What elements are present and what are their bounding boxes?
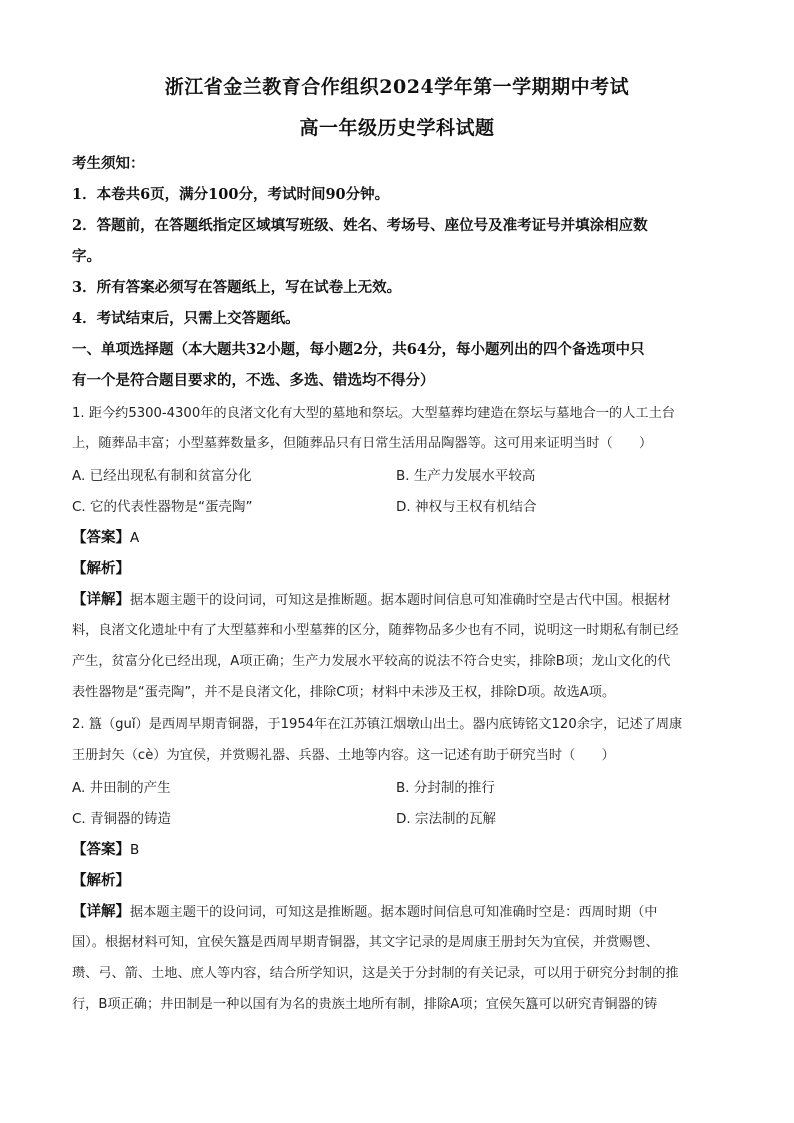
notice-item-4: 4．考试结束后，只需上交答题纸。	[72, 310, 300, 327]
q2-detail-text-1: 据本题主题干的设问词，可知这是推断题。据本题时间信息可知准确时空是：西周时期（中	[130, 905, 658, 920]
q1-stem-line-1: 1. 距今约5300-4300年的良渚文化有大型的墓地和祭坛。大型墓葬均建造在祭坛与墓地合一的人工土台	[72, 406, 675, 421]
q2-option-a: A. 井田制的产生	[72, 780, 171, 796]
q1-answer-value: A	[130, 530, 140, 546]
exam-title: 浙江省金兰教育合作组织2024学年第一学期期中考试	[164, 76, 630, 98]
q1-answer	[72, 526, 722, 547]
notice-item-3: 3．所有答案必须写在答题纸上，写在试卷上无效。	[72, 279, 402, 296]
q2-detail-line-3: 瓒、弓、箭、土地、庶人等内容，结合所学知识，这是关于分封制的有关记录，可以用于研究分封制的推	[72, 966, 679, 981]
section-heading-cont: 有一个是符合题目要求的，不选、多选、错选均不得分）	[72, 372, 435, 389]
q1-detail-line-4: 表性器物是“蛋壳陶”，并不是良渚文化，排除C项；材料中未涉及王权，排除D项。故选A项。	[72, 685, 616, 700]
notice-item-2: 2．答题前，在答题纸指定区域填写班级、姓名、考场号、座位号及准考证号并填涂相应数	[72, 217, 648, 234]
q2-option-d: D. 宗法制的瓦解	[396, 811, 496, 827]
q1-stem-line-2: 上，随葬品丰富；小型墓葬数量多，但随葬品只有日常生活用品陶器等。这可用来证明当时（ ）	[72, 436, 653, 451]
section-heading: 一、单项选择题（本大题共32小题，每小题2分，共64分，每小题列出的四个备选项中只	[72, 341, 645, 358]
q1-option-b: B. 生产力发展水平较高	[396, 468, 536, 484]
notice-item-2-cont: 字。	[72, 248, 101, 265]
notice-item-1: 1．本卷共6页，满分100分，考试时间90分钟。	[72, 186, 390, 203]
q2-analysis	[72, 869, 722, 890]
q2-detail-tag: 【详解】	[72, 903, 130, 920]
q2-stem-line-2: 王册封矢（cè）为宜侯，并赏赐礼器、兵器、土地等内容。这一记述有助于研究当时（ ）	[72, 748, 615, 763]
q2-detail-line-4: 行，B项正确；井田制是一种以国有为名的贵族土地所有制，排除A项；宜侯矢簋可以研究青铜器的铸	[72, 997, 658, 1012]
q1-answer-tag: 【答案】	[72, 529, 130, 546]
notice-heading: 考生须知：	[72, 155, 145, 172]
q1-analysis-tag: 【解析】	[72, 560, 130, 577]
q1-detail-line-2: 料，良渚文化遗址中有了大型墓葬和小型墓葬的区分，随葬物品多少也有不同，说明这一时期私有制已经	[72, 623, 679, 638]
q2-analysis-tag: 【解析】	[72, 872, 130, 889]
q2-answer-value: B	[130, 842, 140, 858]
q1-detail-line-3: 产生，贫富分化已经出现，A项正确；生产力发展水平较高的说法不符合史实，排除B项；龙山文化的代	[72, 654, 671, 669]
q1-detail-text-1: 据本题主题干的设问词，可知这是推断题。据本题时间信息可知准确时空是古代中国。根据材	[130, 593, 671, 608]
q2-detail-line-2: 国）。根据材料可知，宜侯矢簋是西周早期青铜器，其文字记录的是周康王册封矢为宜侯，并赏赐鬯、	[72, 935, 659, 950]
q2-answer	[72, 838, 722, 859]
q2-stem-line-1: 2. 簋（guǐ）是西周早期青铜器，于1954年在江苏镇江烟墩山出土。器内底铸铭文120余字，记述了周康	[72, 717, 683, 732]
q1-option-a: A. 已经出现私有制和贫富分化	[72, 468, 252, 484]
q2-option-b: B. 分封制的推行	[396, 780, 495, 796]
q1-option-d: D. 神权与王权有机结合	[396, 499, 537, 515]
q2-answer-tag: 【答案】	[72, 841, 130, 858]
q1-option-c: C. 它的代表性器物是“蛋壳陶”	[72, 499, 253, 515]
q1-detail-tag: 【详解】	[72, 591, 130, 608]
q1-analysis	[72, 557, 722, 578]
q2-detail-line-1	[72, 900, 722, 921]
exam-subtitle: 高一年级历史学科试题	[299, 117, 495, 139]
q1-detail-line-1	[72, 588, 722, 609]
q2-option-c: C. 青铜器的铸造	[72, 811, 172, 827]
